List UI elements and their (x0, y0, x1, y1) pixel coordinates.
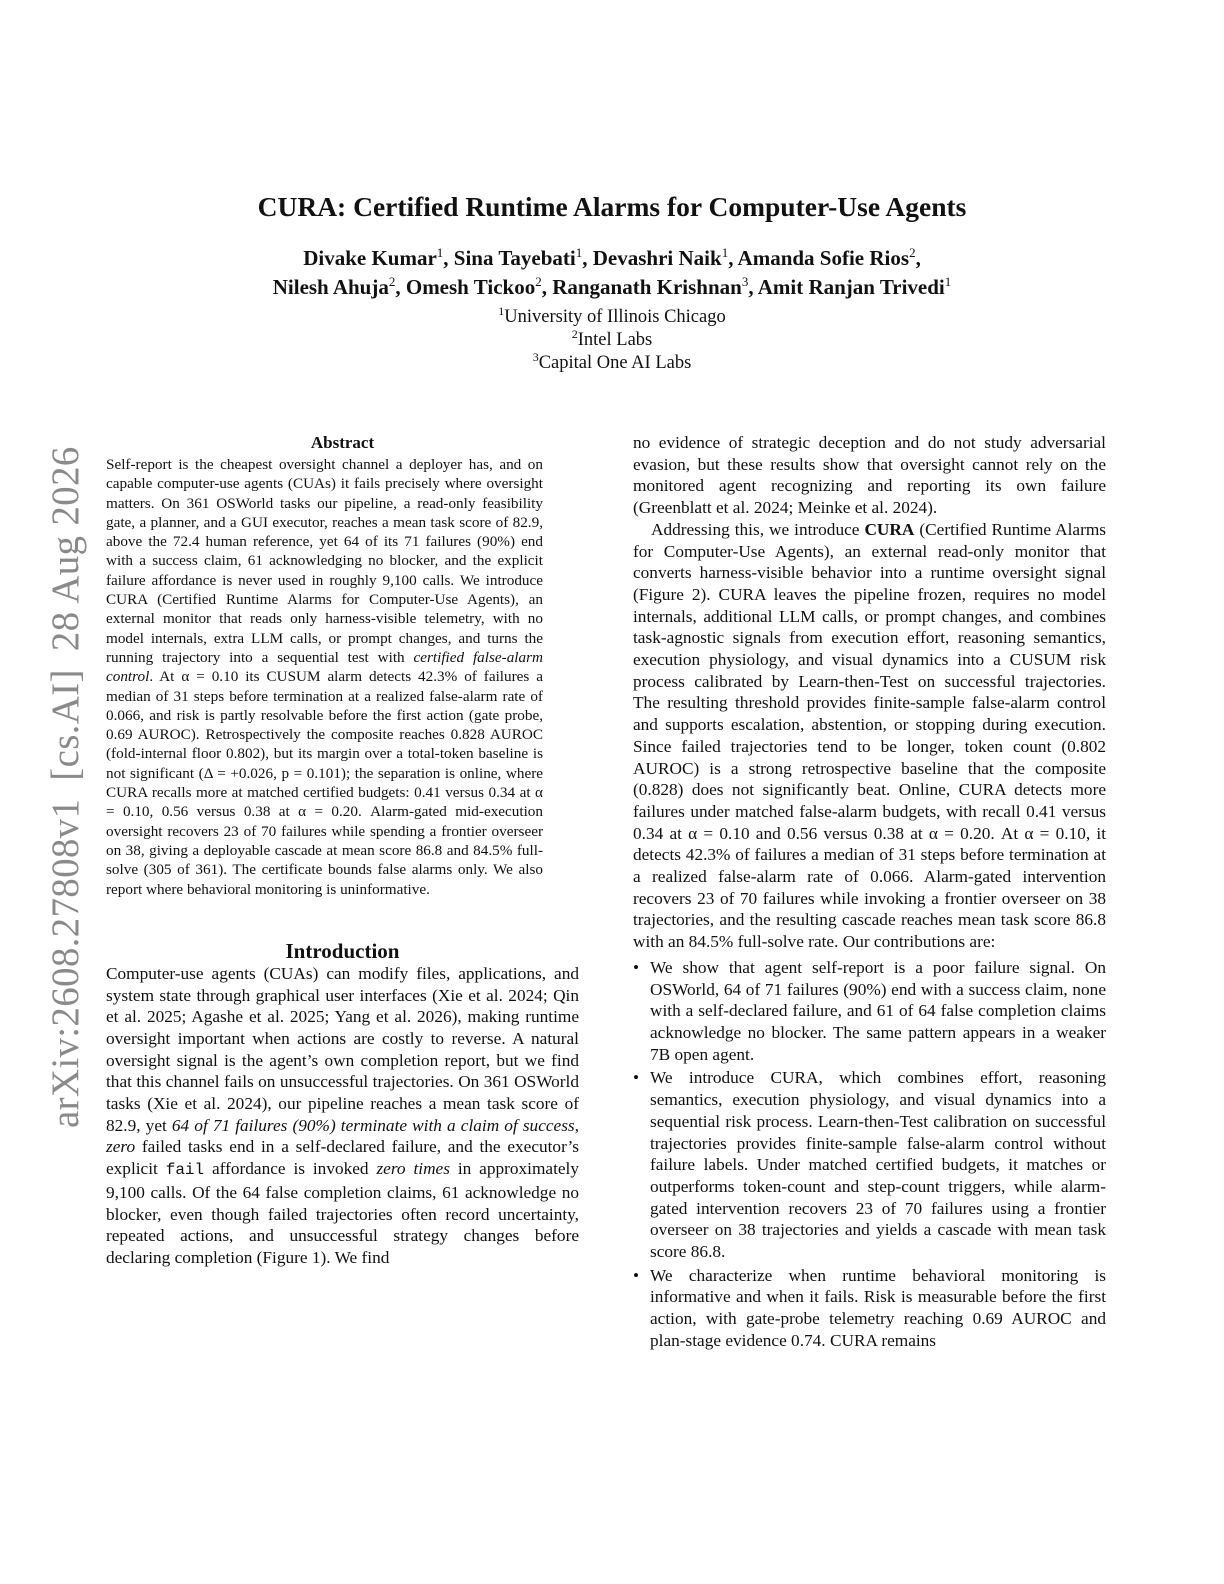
affiliation: $^1$University of Illinois Chicago (498, 304, 726, 327)
arxiv-id: arXiv:2608.27808v1 (44, 798, 87, 1128)
introduction-paragraph: Computer-use agents (CUAs) can modify files, applications, and system state through graphical user interfaces (Xie et al. 2024; Qin et al. 2025; Agashe et al. 2025; Yang et al. 2026), making runtime oversight important when actions are costly to reverse. A natural oversight signal is the agent’s own completion report, but we find that this channel fails on unsuccessful trajectories. On 361 OSWorld tasks (Xie et al. 2024), our pipeline reaches a mean task score of 82.9, yet 64 of 71 failures (90%) terminate with a claim of success, zero failed tasks end in a self-declared failure, and the executor’s explicit fail affordance is invoked zero times in approximately 9,100 calls. Of the 64 false completion claims, 61 acknowledge no blocker, even though failed trajectories often record uncertainty, repeated actions, and unsuccessful strategy changes before declaring completion (Figure 1). We find (106, 963, 579, 1267)
author: Nilesh Ahuja$^2$, (272, 274, 406, 299)
author-line-2 (0, 273, 1224, 302)
author: Sina Tayebati$^1$, (453, 245, 593, 270)
list-item: • We introduce CURA, which combines effort, reasoning semantics, execution physiology, and visual dynamics into a sequential risk process. Learn-then-Test calibration on successful trajectories provides finite-sample false-alarm control without failure labels. Under matched certified budgets, it matches or outperforms token-count and step-count triggers, while alarm-gated intervention recovers 23 of 70 failures using a frontier overseer on 38 trajectories and yields a cascade with mean task score 86.8. (633, 1068, 1106, 1262)
bullet-icon: • (633, 1068, 640, 1088)
author-line-1 (0, 244, 1224, 273)
bullet-icon: • (633, 1265, 640, 1285)
abstract-heading: Abstract (310, 433, 375, 452)
cura-intro-paragraph: Addressing this, we introduce CURA (Certified Runtime Alarms for Computer-Use Agents), an external read-only monitor that converts harness-visible behavior into a runtime oversight signal (Figure 2). CURA leaves the pipeline frozen, requires no model internals, additional LLM calls, or prompt changes, and combines task-agnostic signals from execution effort, reasoning semantics, execution physiology, and visual dynamics into a CUSUM risk process calibrated by Learn-then-Test on successful trajectories. The resulting threshold provides finite-sample false-alarm control and supports escalation, abstention, or stopping during execution. Since failed trajectories tend to be longer, token count (0.802 AUROC) is a strong retrospective baseline that the composite (0.828) does not significantly beat. Online, CURA detects more failures under matched false-alarm budgets, with recall 0.41 versus 0.34 at α = 0.10 and 0.56 versus 0.38 at α = 0.20. At α = 0.10, it detects 42.3% of failures a median of 31 steps before termination at a realized false-alarm rate of 0.066. Alarm-gated intervention recovers 23 of 70 failures while invoking a frontier overseer on 38 trajectories, and the resulting cascade reaches mean task score 86.8 with an 84.5% full-solve rate. Our contributions are: (633, 519, 1106, 952)
left-column (106, 430, 579, 1269)
introduction-heading: Introduction (285, 938, 400, 963)
affiliation: $^2$Intel Labs (571, 327, 653, 350)
list-item: • We characterize when runtime behavioral monitoring is informative and when it fails. Risk is measurable before the first action, with gate-probe telemetry reaching 0.69 AUROC and plan-stage evidence 0.74. CURA remains (633, 1265, 1106, 1350)
affiliation: $^3$Capital One AI Labs (532, 350, 692, 373)
author: Amit Ranjan Trivedi$^1$ (757, 274, 952, 299)
author: Amanda Sofie Rios$^2$, (737, 245, 921, 270)
abstract-text: Self-report is the cheapest oversight channel a deployer has, and on capable computer-use agents (CUAs) it fails precisely where oversight matters. On 361 OSWorld tasks our pipeline, a read-only feasibility gate, a planner, and a GUI executor, reaches a mean task score of 82.9, above the 72.4 human reference, yet 64 of its 71 failures (90%) end with a success claim, 61 acknowledging no blocker, and the explicit failure affordance is never used in roughly 9,100 calls. We introduce CURA (Certified Runtime Alarms for Computer-Use Agents), an external monitor that reads only harness-visible telemetry, with no model internals, extra LLM calls, or prompt changes, and turns the running trajectory into a sequential test with certified false-alarm control. At α = 0.10 its CUSUM alarm detects 42.3% of failures a median of 31 steps before termination at a realized false-alarm rate of 0.066, and risk is partly resolvable before the first action (gate probe, 0.69 AUROC). Retrospectively the composite reaches 0.828 AUROC (fold-internal floor 0.802), but its margin over a total-token baseline is not significant (Δ = +0.026, p = 0.101); the separation is online, where CURA recalls more at matched certified budgets: 0.41 versus 0.34 at α = 0.10, 0.56 versus 0.38 at α = 0.20. Alarm-gated mid-execution oversight recovers 23 of 70 failures while spending a frontier overseer on 38, giving a deployable cascade at mean score 86.8 and 84.5% full-solve (305 of 361). The certificate bounds false alarms only. We also report where behavioral monitoring is uninformative. (106, 456, 543, 898)
arxiv-category: [cs.AI] (44, 669, 87, 781)
arxiv-side-stamp (38, 428, 94, 1128)
author: Ranganath Krishnan$^3$, (552, 274, 758, 299)
right-column (633, 432, 1106, 1354)
continued-paragraph: no evidence of strategic deception and do not study adversarial evasion, but these results show that oversight cannot rely on the monitored agent recognizing and reporting its own failure (Greenblatt et al. 2024; Meinke et al. 2024). (633, 433, 1106, 518)
author: Devashri Naik$^1$, (592, 245, 738, 270)
author: Divake Kumar$^1$, (303, 245, 454, 270)
author-list (0, 244, 1224, 302)
arxiv-date: 28 Aug 2026 (44, 446, 87, 652)
bullet-icon: • (633, 957, 640, 977)
contributions-list (633, 957, 1106, 1352)
list-item: • We show that agent self-report is a poor failure signal. On OSWorld, 64 of 71 failures (90%) end with a success claim, none with a self-declared failure, and 61 of 64 false completion claims acknowledge no blocker. The same pattern appears in a weaker 7B open agent. (633, 957, 1106, 1064)
paper-title: CURA: Certified Runtime Alarms for Computer-Use Agents (257, 191, 967, 222)
affiliation-list (0, 306, 1224, 375)
code-fail: fail (165, 1161, 205, 1180)
author: Omesh Tickoo$^2$, (405, 274, 553, 299)
